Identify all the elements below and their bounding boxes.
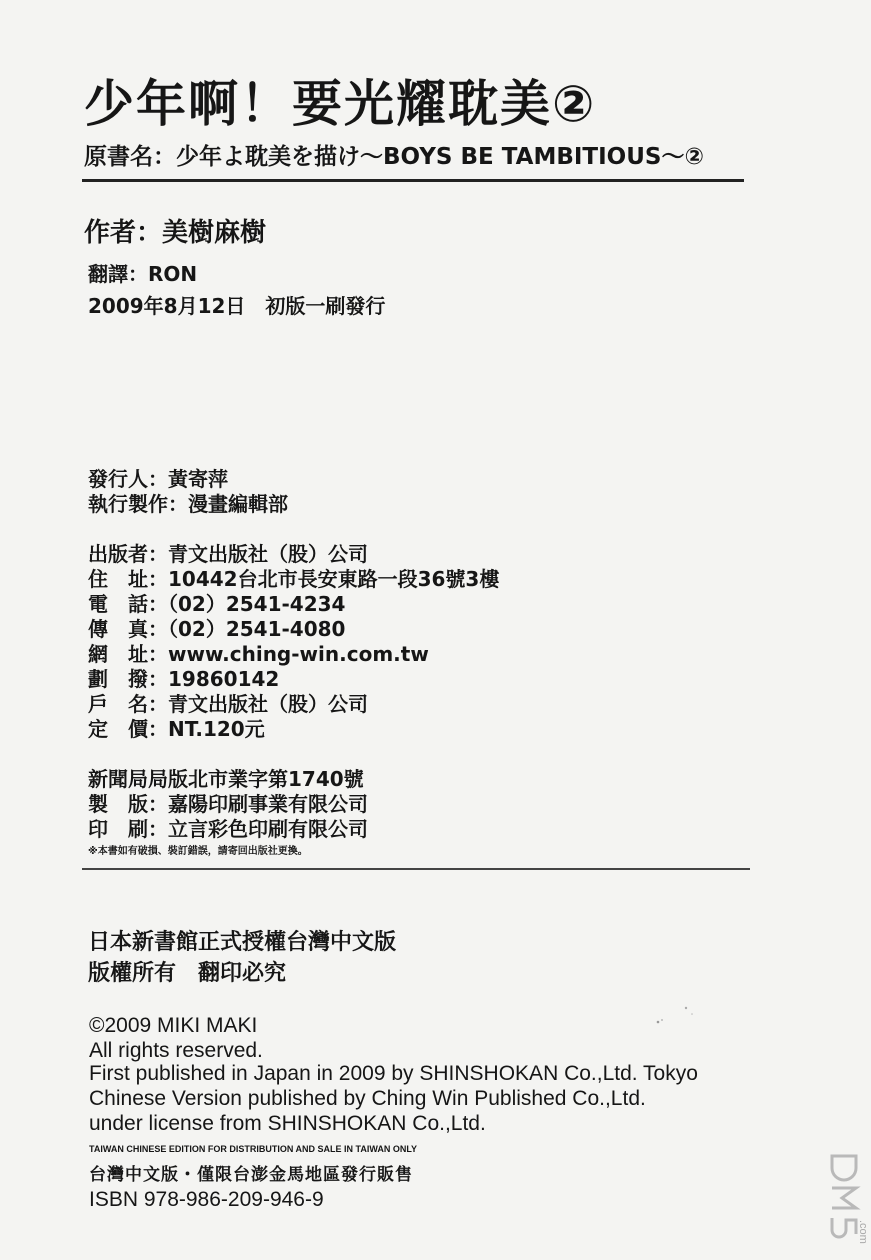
detail-sep: ： xyxy=(148,567,168,591)
plate-label: 製 版 xyxy=(88,792,148,816)
detail-label: 電 話 xyxy=(88,592,148,616)
detail-value: NT.120元 xyxy=(168,717,265,741)
isbn-line: ISBN 978-986-209-946-9 xyxy=(89,1188,324,1211)
dm5-watermark-logo xyxy=(818,1150,869,1250)
detail-label: 住 址 xyxy=(88,567,148,591)
title-divider xyxy=(82,179,744,182)
production-line: 執行製作：漫畫編輯部 xyxy=(88,492,288,516)
detail-sep: ： xyxy=(148,717,168,741)
detail-sep: ： xyxy=(148,642,168,666)
authorization-line: 日本新書館正式授權台灣中文版 xyxy=(88,929,397,955)
plate-value: ：嘉陽印刷事業有限公司 xyxy=(148,792,368,816)
detail-label: 網 址 xyxy=(88,642,148,666)
print-label: 印 刷 xyxy=(88,817,148,841)
detail-label: 戶 名 xyxy=(88,692,148,716)
publisher-person-line: 發行人：黃寄萍 xyxy=(88,467,228,491)
print-value: ：立言彩色印刷有限公司 xyxy=(148,817,368,841)
copyright-line: ©2009 MIKI MAKI xyxy=(89,1014,258,1037)
detail-value: （02）2541-4234 xyxy=(168,592,346,616)
detail-sep: ： xyxy=(148,592,168,616)
author-line: 作者：美樹麻樹 xyxy=(84,218,267,248)
edition-line: 2009年8月12日 初版一刷發行 xyxy=(88,294,386,318)
detail-sep: ： xyxy=(148,542,168,566)
detail-value: 青文出版社（股）公司 xyxy=(168,542,368,566)
printer-row xyxy=(88,813,368,842)
detail-label: 劃 撥 xyxy=(88,667,148,691)
license-from-line: under license from SHINSHOKAN Co.,Ltd. xyxy=(89,1112,486,1135)
distribution-en: TAIWAN CHINESE EDITION FOR DISTRIBUTION AND SALE IN TAIWAN ONLY xyxy=(89,1144,418,1154)
detail-sep: ： xyxy=(148,667,168,691)
damage-notice: ※本書如有破損、裝訂錯誤，請寄回出版社更換。 xyxy=(88,846,308,857)
svg-text:.com: .com xyxy=(857,1220,869,1244)
rights-reserved-zh: 版權所有 翻印必究 xyxy=(88,960,287,986)
detail-label: 出版者 xyxy=(88,542,148,566)
license-number: 新聞局局版北市業字第1740號 xyxy=(88,767,364,791)
first-published-line: First published in Japan in 2009 by SHINSHOKAN Co.,Ltd. Tokyo xyxy=(89,1062,698,1085)
translator-line: 翻譯：RON xyxy=(88,262,198,286)
detail-value: （02）2541-4080 xyxy=(168,617,346,641)
all-rights-line: All rights reserved. xyxy=(89,1039,263,1062)
detail-value: 青文出版社（股）公司 xyxy=(168,692,368,716)
detail-label: 定 價 xyxy=(88,717,148,741)
detail-label: 傳 真 xyxy=(88,617,148,641)
original-title: 原書名：少年よ耽美を描け～BOYS BE TAMBITIOUS～② xyxy=(84,144,704,170)
detail-value: 19860142 xyxy=(168,667,280,691)
distribution-zh: 台灣中文版・僅限台澎金馬地區發行販售 xyxy=(89,1165,413,1185)
detail-sep: ： xyxy=(148,692,168,716)
detail-value: www.ching-win.com.tw xyxy=(168,642,429,666)
book-title: 少年啊！要光耀耽美② xyxy=(84,75,597,133)
detail-value: 10442台北市長安東路一段36號3樓 xyxy=(168,567,500,591)
section-divider xyxy=(82,868,750,870)
detail-sep: ： xyxy=(148,617,168,641)
scan-specks xyxy=(648,1000,708,1030)
chinese-version-line: Chinese Version published by Ching Win Published Co.,Ltd. xyxy=(89,1087,646,1110)
detail-row-price xyxy=(88,713,265,742)
